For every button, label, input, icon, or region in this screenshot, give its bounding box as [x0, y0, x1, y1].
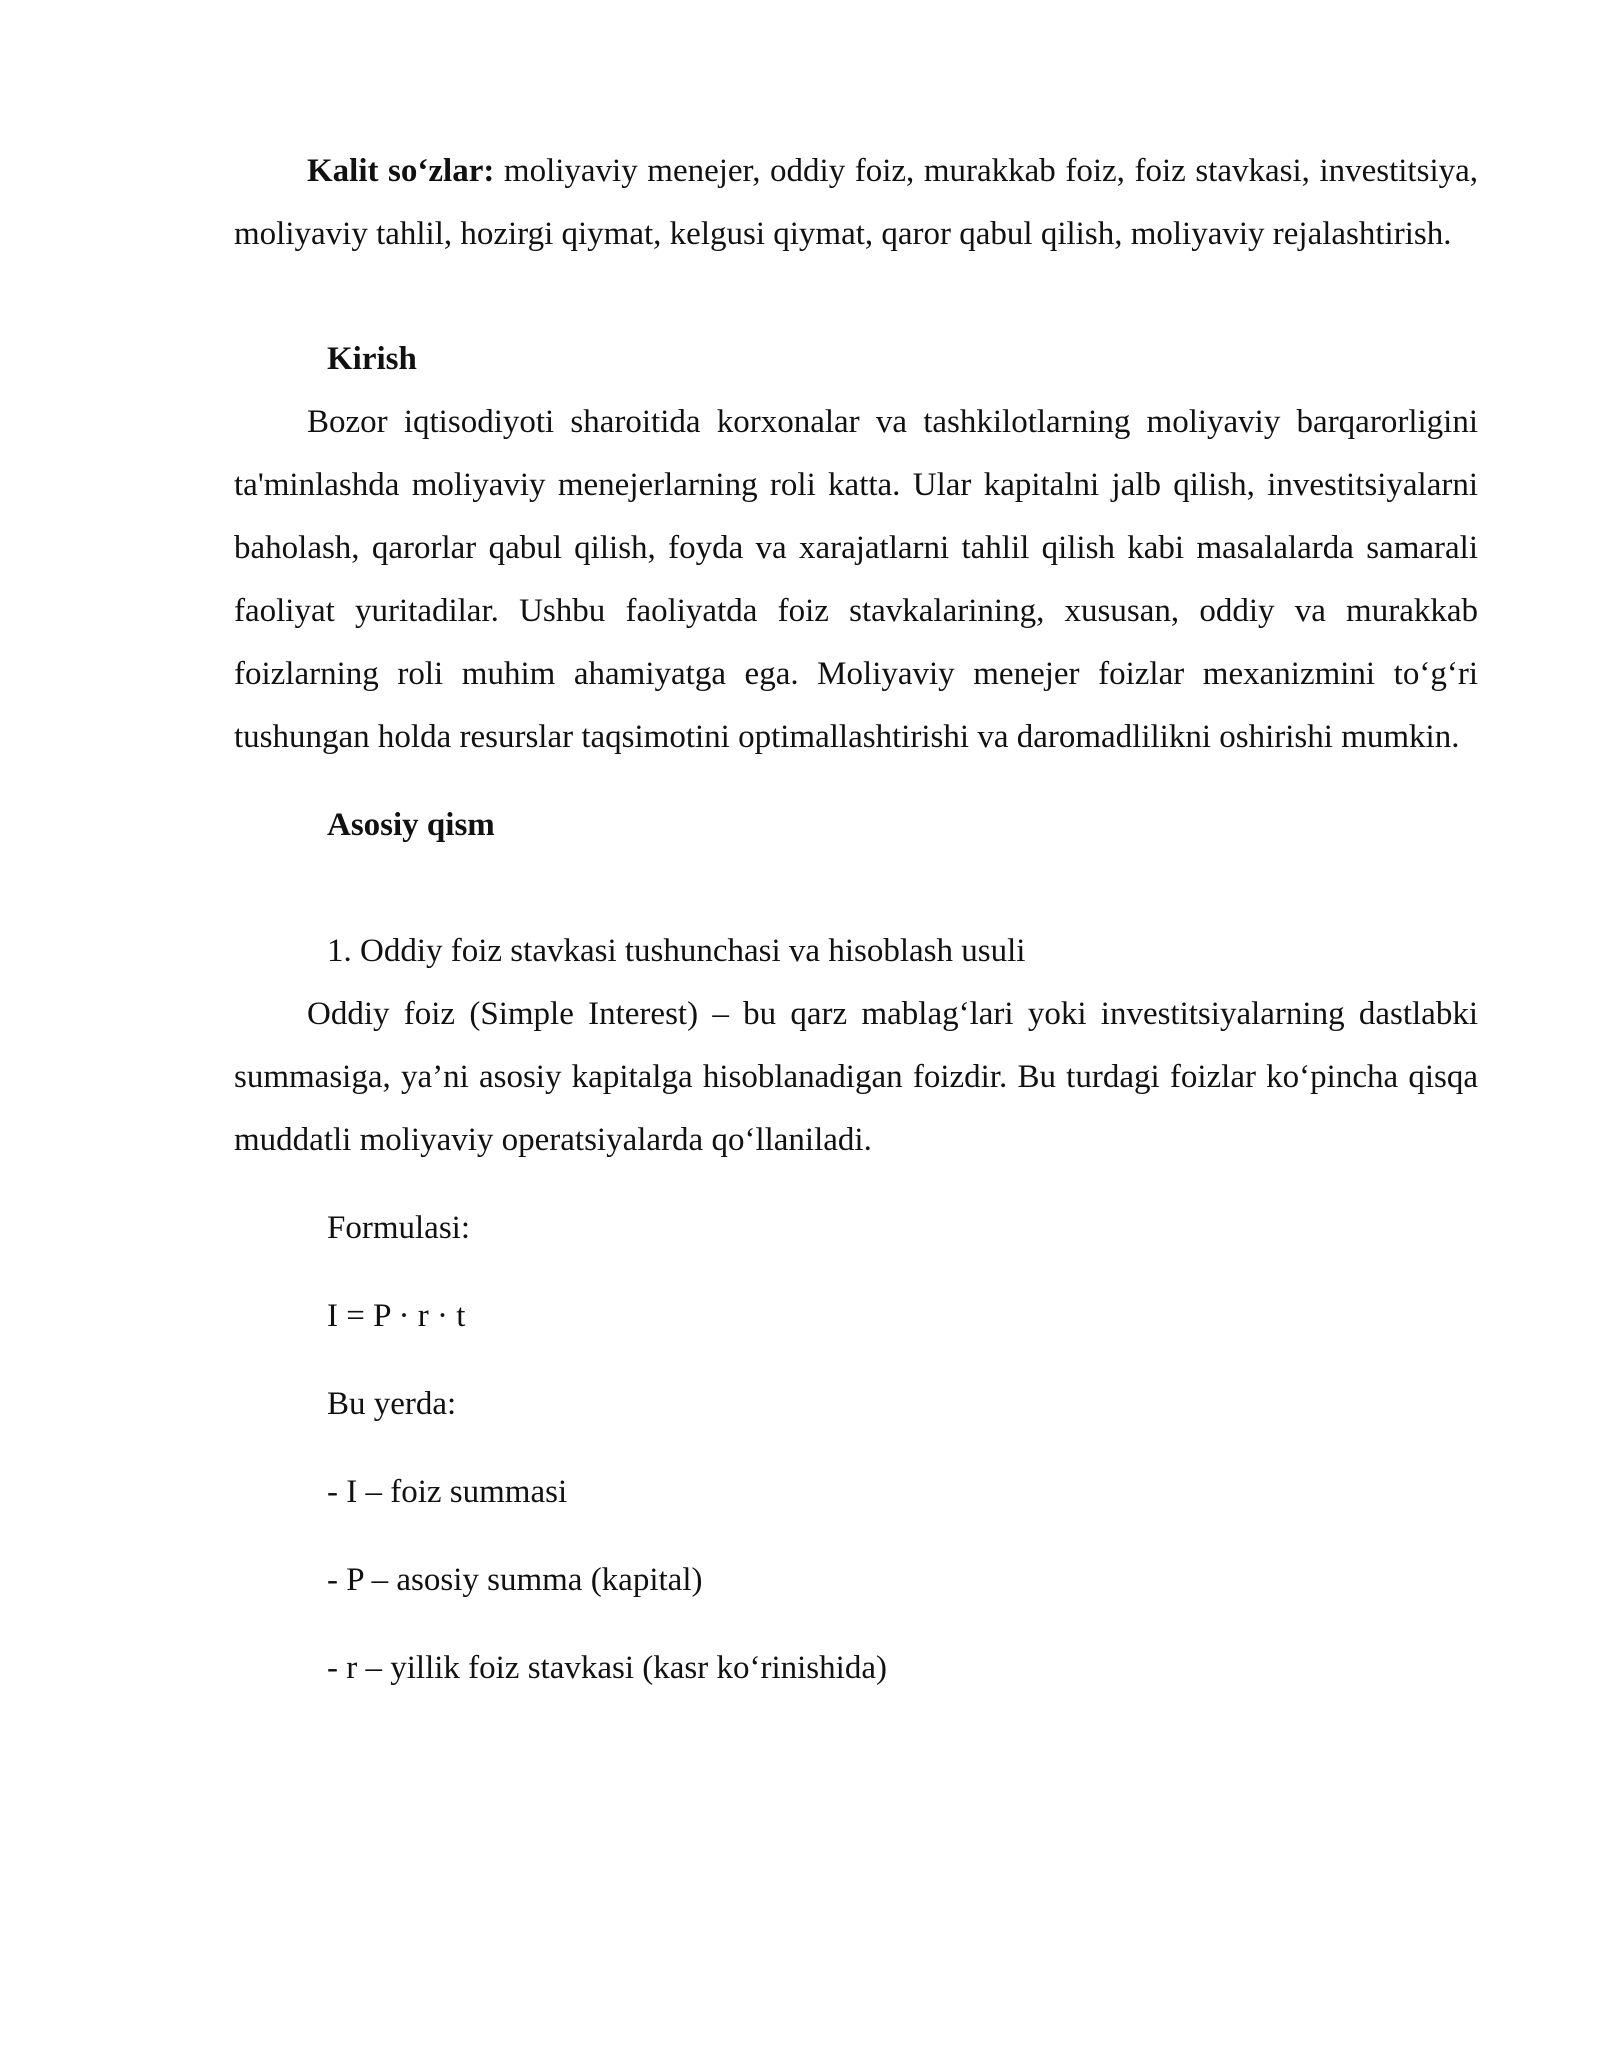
keywords-paragraph [234, 140, 1478, 266]
formula: I = P · r · t [327, 1298, 466, 1334]
keywords-text: moliyaviy menejer, oddiy foiz, murakkab foiz, foiz stavkasi, investitsiya, moliyaviy tahlil, hozirgi qiymat, kelgusi qiymat, qaror qabul qilish, moliyaviy rejalashtirish. [234, 153, 1479, 252]
definition-item: - P – asosiy summa (kapital) [327, 1562, 703, 1598]
section-title: 1. Oddiy foiz stavkasi tushunchasi va hisoblash usuli [327, 933, 1026, 969]
where-label: Bu yerda: [327, 1386, 457, 1422]
intro-heading: Kirish [327, 341, 417, 377]
intro-paragraph: Bozor iqtisodiyoti sharoitida korxonalar va tashkilotlarning moliyaviy barqarorligini ta'minlashda moliyaviy menejerlarning roli katta. Ular kapitalni jalb qilish, investitsiyalarni baholash, qarorlar qabul qilish, foyda va xarajatlarni tahlil qilish kabi masalalarda samarali faoliyat yuritadilar. Ushbu faoliyatda foiz stavkalarining, xususan, oddiy va murakkab foizlarning roli muhim ahamiyatga ega. Moliyaviy menejer foizlar mexanizmini to‘g‘ri tushungan holda resurslar taqsimotini optimallashtirishi va daromadlilikni oshirishi mumkin. [234, 404, 1478, 755]
definition-item: - r – yillik foiz stavkasi (kasr ko‘rinishida) [327, 1650, 887, 1686]
formula-label: Formulasi: [327, 1210, 471, 1246]
simple-interest-paragraph: Oddiy foiz (Simple Interest) – bu qarz mablag‘lari yoki investitsiyalarning dastlabki summasiga, ya’ni asosiy kapitalga hisoblanadigan foizdir. Bu turdagi foizlar ko‘pincha qisqa muddatli moliyaviy operatsiyalarda qo‘llaniladi. [234, 996, 1478, 1158]
document-page [234, 140, 1478, 1700]
definition-item: - I – foiz summasi [327, 1474, 568, 1510]
keywords-label: Kalit so‘zlar: [307, 153, 495, 189]
main-heading: Asosiy qism [327, 807, 495, 843]
